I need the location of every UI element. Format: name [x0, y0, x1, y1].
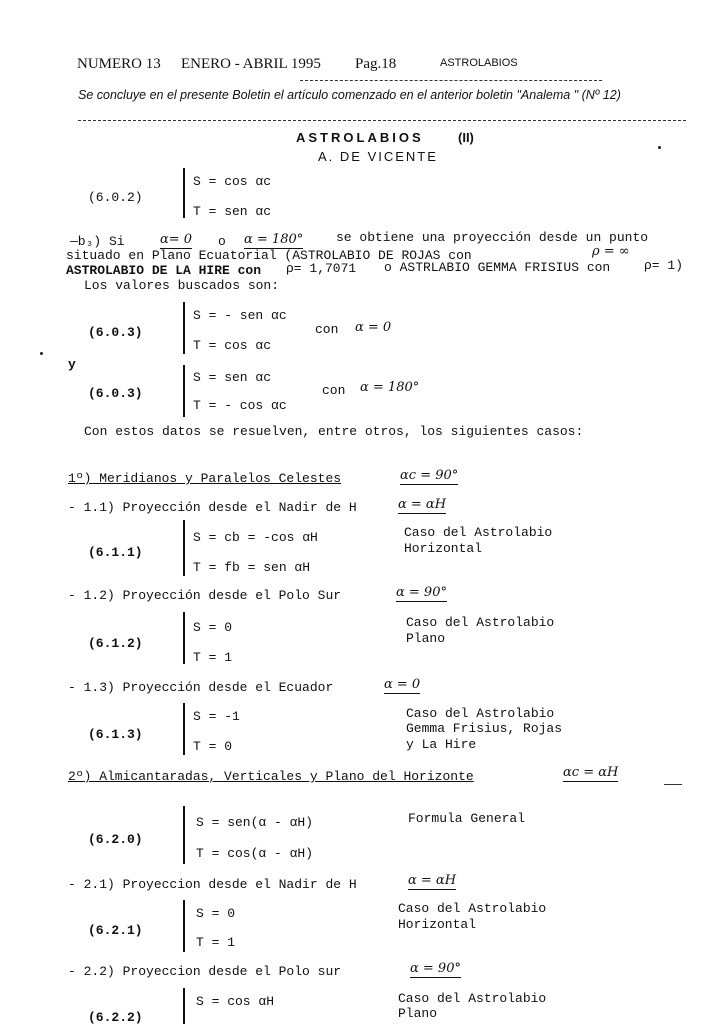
intro-note: Se concluye en el presente Boletin el artículo comenzado en el anterior boletin "Analema " (Nº 12) — [78, 88, 621, 102]
s12-heading: - 1.2) Proyección desde el Polo Sur — [68, 588, 342, 603]
eq-label-613: (6.1.3) — [88, 727, 143, 742]
b3-alpha-180: α = 180° — [244, 232, 304, 247]
eq-label-622: (6.2.2) — [88, 1010, 143, 1025]
eq-622-caso-1: Caso del Astrolabio — [398, 991, 547, 1006]
conjunction-y: y — [68, 357, 76, 372]
s12-cond: α = 90° — [396, 585, 447, 600]
eq-620-caso-1: Formula General — [408, 811, 526, 826]
b3-text-4: Los valores buscados son: — [84, 278, 280, 293]
page-number: Pag.18 — [355, 56, 397, 72]
eq-label-620: (6.2.0) — [88, 832, 143, 847]
eq-bar — [183, 365, 185, 417]
eq-label-602: (6.0.2) — [88, 190, 143, 205]
eq-612-caso-1: Caso del Astrolabio — [406, 615, 555, 630]
b3-alpha-zero: α= 0 — [160, 232, 193, 247]
eq-603a-cond: α = 0 — [355, 320, 392, 335]
eq-621-s: S = 0 — [196, 906, 236, 921]
eq-621-caso-2: Horizontal — [398, 917, 477, 932]
s13-cond: α = 0 — [384, 677, 421, 692]
eq-612-s: S = 0 — [193, 620, 233, 635]
eq-613-caso-2: Gemma Frisius, Rojas — [406, 721, 563, 736]
s11-heading: - 1.1) Proyección desde el Nadir de H — [68, 500, 357, 515]
stray-mark — [664, 784, 682, 785]
page-header — [77, 56, 161, 73]
eq-620-s: S = sen(α - αH) — [196, 815, 314, 830]
section-2-heading: 2º) Almicantaradas, Verticales y Plano del Horizonte — [68, 769, 474, 784]
eq-603b-s: S = sen αc — [193, 370, 272, 385]
cases-intro: Con estos datos se resuelven, entre otros, los siguientes casos: — [84, 424, 584, 439]
eq-label-612: (6.1.2) — [88, 636, 143, 651]
eq-620-t: T = cos(α - αH) — [196, 846, 314, 861]
section-1-heading: 1º) Meridianos y Paralelos Celestes — [68, 471, 342, 486]
eq-label-611: (6.1.1) — [88, 545, 143, 560]
article-title: ASTROLABIOS — [296, 130, 424, 145]
b3-lead: —b₃) Si — [70, 234, 125, 249]
eq-603a-s: S = - sen αc — [193, 308, 287, 323]
s21-cond: α = αH — [408, 873, 457, 888]
eq-bar — [183, 988, 185, 1024]
b3-text-1: se obtiene una proyección desde un punto — [336, 230, 649, 245]
header-divider — [300, 80, 602, 81]
eq-602-t: T = sen αc — [193, 204, 272, 219]
issue-date: ENERO - ABRIL 1995 — [181, 56, 321, 72]
b3-rho-lahire: ρ= 1,7071 — [286, 261, 357, 276]
eq-label-621: (6.2.1) — [88, 923, 143, 938]
article-author: A. DE VICENTE — [318, 149, 438, 164]
eq-611-s: S = cb = -cos αH — [193, 530, 318, 545]
speck — [658, 146, 661, 149]
eq-bar — [183, 612, 185, 664]
eq-612-t: T = 1 — [193, 650, 233, 665]
eq-612-caso-2: Plano — [406, 631, 446, 646]
eq-label-603b: (6.0.3) — [88, 386, 143, 401]
eq-611-t: T = fb = sen αH — [193, 560, 311, 575]
section-1-cond: αc = 90° — [400, 468, 459, 483]
eq-603a-con: con — [315, 322, 339, 337]
eq-613-caso-3: y La Hire — [406, 737, 477, 752]
speck — [40, 352, 43, 355]
b3-or: o — [218, 234, 226, 249]
eq-bar — [183, 900, 185, 952]
eq-622-caso-2: Plano — [398, 1006, 438, 1021]
s21-heading: - 2.1) Proyeccion desde el Nadir de H — [68, 877, 357, 892]
b3-rho-gemma: ρ= 1) — [644, 258, 684, 273]
eq-613-caso-1: Caso del Astrolabio — [406, 706, 555, 721]
intro-divider — [78, 120, 686, 121]
eq-bar — [183, 302, 185, 354]
article-part: (II) — [458, 130, 474, 145]
b3-text-3b: o ASTRLABIO GEMMA FRISIUS con — [384, 260, 611, 275]
eq-621-caso-1: Caso del Astrolabio — [398, 901, 547, 916]
s11-cond: α = αH — [398, 497, 447, 512]
publication-name: ASTROLABIOS — [440, 57, 518, 69]
eq-bar — [183, 806, 185, 864]
s22-heading: - 2.2) Proyeccion desde el Polo sur — [68, 964, 342, 979]
eq-613-s: S = -1 — [193, 709, 240, 724]
section-2-cond: αc = αH — [563, 765, 619, 780]
eq-621-t: T = 1 — [196, 935, 236, 950]
issue-number: NUMERO 13 — [77, 56, 161, 72]
eq-603b-t: T = - cos αc — [193, 398, 287, 413]
b3-rho-inf: ρ = ∞ — [592, 244, 630, 259]
eq-label-603a: (6.0.3) — [88, 325, 143, 340]
eq-603b-cond: α = 180° — [360, 380, 420, 395]
b3-text-3: ASTROLABIO DE LA HIRE con — [66, 263, 262, 278]
b3-text-2: situado en Plano Ecuatorial (ASTROLABIO DE ROJAS con — [66, 248, 472, 263]
eq-622-s: S = cos αH — [196, 994, 275, 1009]
eq-bar — [183, 703, 185, 755]
eq-603a-t: T = cos αc — [193, 338, 272, 353]
eq-603b-con: con — [322, 383, 346, 398]
eq-611-caso-2: Horizontal — [404, 541, 483, 556]
eq-613-t: T = 0 — [193, 739, 233, 754]
eq-bar — [183, 168, 185, 218]
eq-bar — [183, 520, 185, 576]
eq-602-s: S = cos αc — [193, 174, 272, 189]
s22-cond: α = 90° — [410, 961, 461, 976]
s13-heading: - 1.3) Proyección desde el Ecuador — [68, 680, 334, 695]
eq-611-caso-1: Caso del Astrolabio — [404, 525, 553, 540]
